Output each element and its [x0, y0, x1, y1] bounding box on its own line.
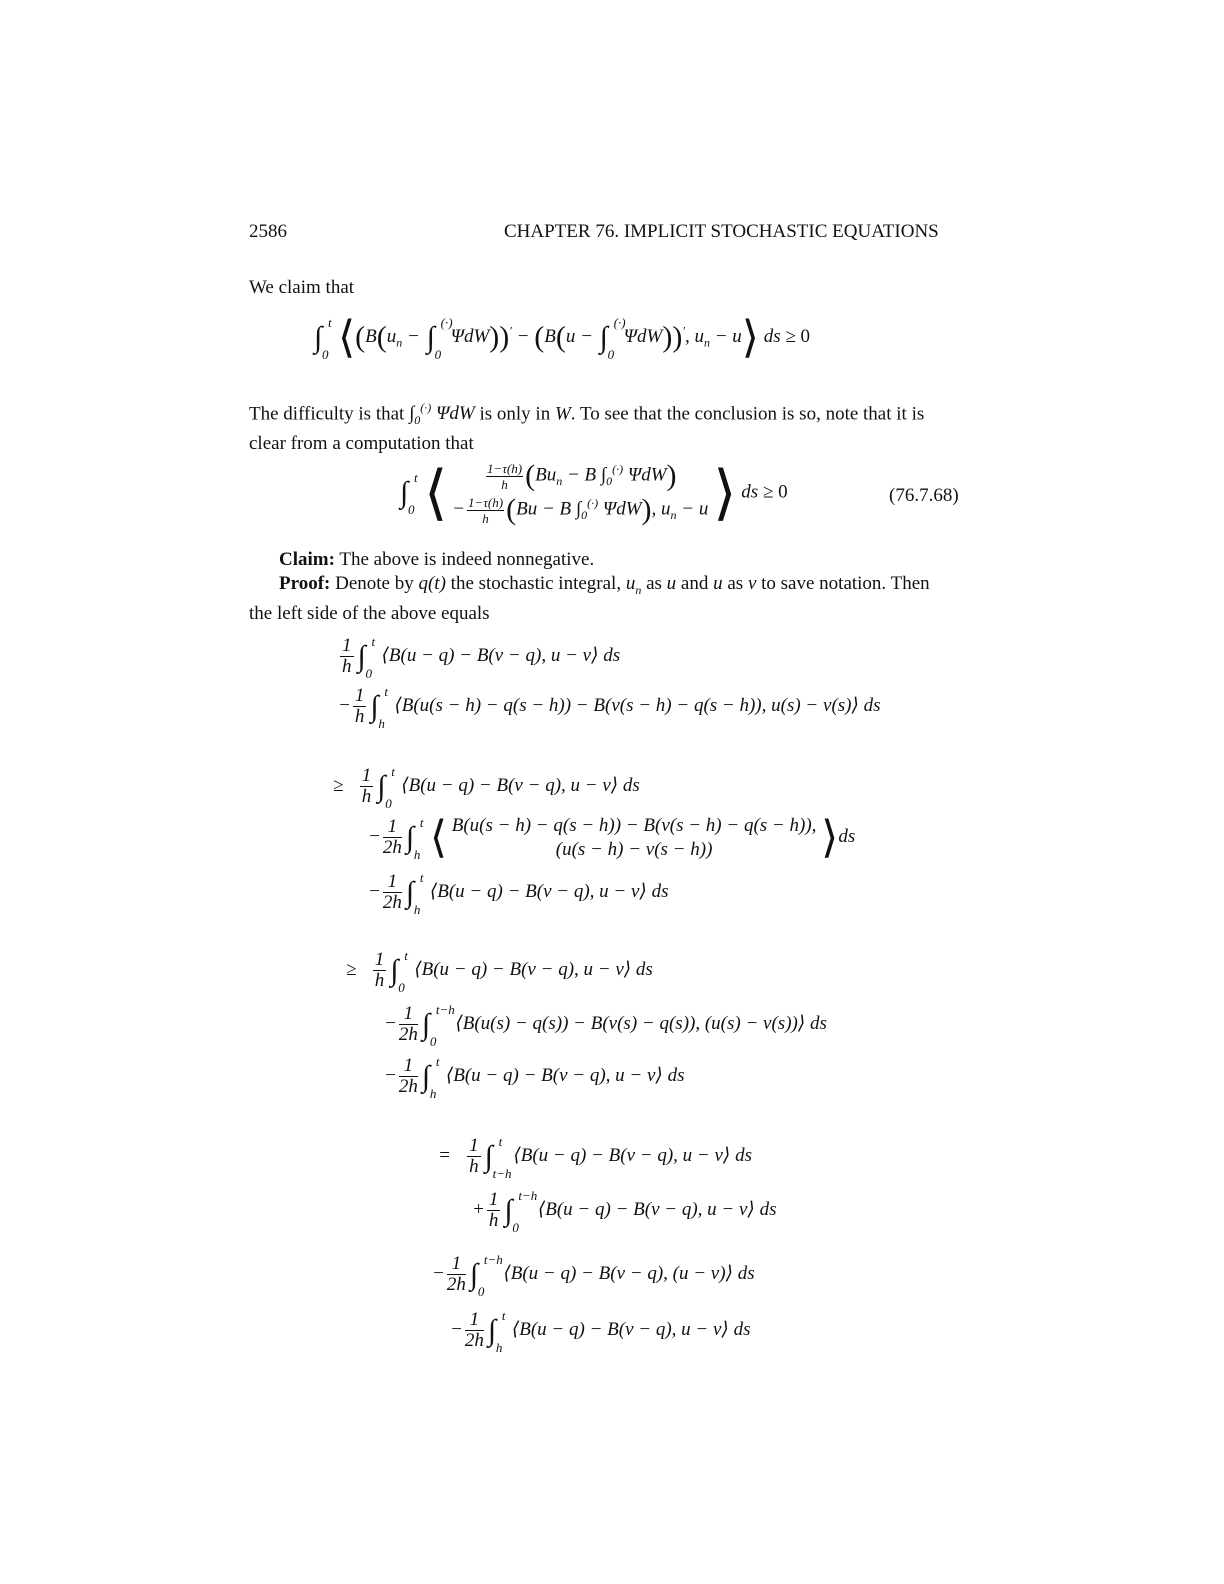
page-number: 2586: [249, 221, 287, 242]
equation-line-4c: − $\frac{1}{2h}$ ∫ t−h 0 ⟨B(u − q) − B(v − q), (u − v)⟩ ds: [432, 1251, 755, 1299]
equation-line-4a: = $\frac{1}{h}$ ∫ t t−h ⟨B(u − q) − B(v − q), u − v⟩ ds: [438, 1133, 752, 1181]
equation-line-1b: − $\frac{1}{h}$ ∫ t h ⟨B(u(s − h) − q(s − h)) − B(v(s − h) − q(s − h)), u(s) − v(s)⟩ ds: [338, 683, 881, 731]
proof-paragraph: Proof: Denote by q(t) the stochastic integral, $u_n$ as u and u as v to save notation. Then the left side of the above equals: [249, 573, 930, 624]
equation-line-2c: − $\frac{1}{2h}$ ∫ t h ⟨B(u − q) − B(v − q), u − v⟩ ds: [368, 869, 669, 917]
equation-line-3a: ≥ $\frac{1}{h}$ ∫ t 0 ⟨B(u − q) − B(v − q), u − v⟩ ds: [346, 947, 653, 995]
equation-line-2a: ≥ $\frac{1}{h}$ ∫ t 0 ⟨B(u − q) − B(v − q), u − v⟩ ds: [333, 763, 640, 811]
claim-paragraph: Claim: The above is indeed nonnegative.: [279, 549, 595, 570]
equation-line-2b: − $\frac{1}{2h}$ ∫ t h ⟨ B(u(s − h) − q(s − h)) − B(v(s − h) − q(s − h)), (u(s − h) − v(s − h)) ⟩ds: [368, 813, 856, 862]
equation-line-4d: − $\frac{1}{2h}$ ∫ t h ⟨B(u − q) − B(v − q), u − v⟩ ds: [450, 1307, 751, 1355]
equation-line-3b: − $\frac{1}{2h}$ ∫ t−h 0 ⟨B(u(s) − q(s)) − B(v(s) − q(s)), (u(s) − v(s))⟩ ds: [384, 1001, 827, 1049]
equation-line-4b: + $\frac{1}{h}$ ∫ t−h 0 ⟨B(u − q) − B(v − q), u − v⟩ ds: [472, 1187, 777, 1235]
equation-line-1a: $\frac{1}{h}$ ∫ t 0 ⟨B(u − q) − B(v − q), u − v⟩ ds: [342, 633, 621, 681]
equation-76-7-68: ∫ t 0 ⟨ $\frac{1-\tau(h)}{h}$ ($Bu_n - B$ $\int_0^{(\cdot)}$ ΨdW) − $\frac{1-\tau(h)}{h}$ (Bu − B $\int_0^{(\cdot)}$ ΨdW), $u_n - u$ ⟩ ds ≥ 0: [400, 459, 788, 526]
equation-claim: ∫ t 0 $⟨(B(u_n$ − ∫ (·) 0 ΨdW))′ − (B(u − ∫ (·) 0 ΨdW))′, $u_n$ − u⟩ ds ≥ 0: [314, 313, 811, 362]
paragraph-claim-intro: We claim that: [249, 277, 355, 298]
running-head: CHAPTER 76. IMPLICIT STOCHASTIC EQUATIONS: [504, 221, 939, 242]
equation-number: (76.7.68): [889, 485, 959, 506]
equation-line-3c: − $\frac{1}{2h}$ ∫ t h ⟨B(u − q) − B(v − q), u − v⟩ ds: [384, 1053, 685, 1101]
paragraph-difficulty: The difficulty is that $\int_0^{(\cdot)}$ ΨdW is only in W. To see that the conclusion is so, note that it is clear from a computation that: [249, 401, 925, 455]
